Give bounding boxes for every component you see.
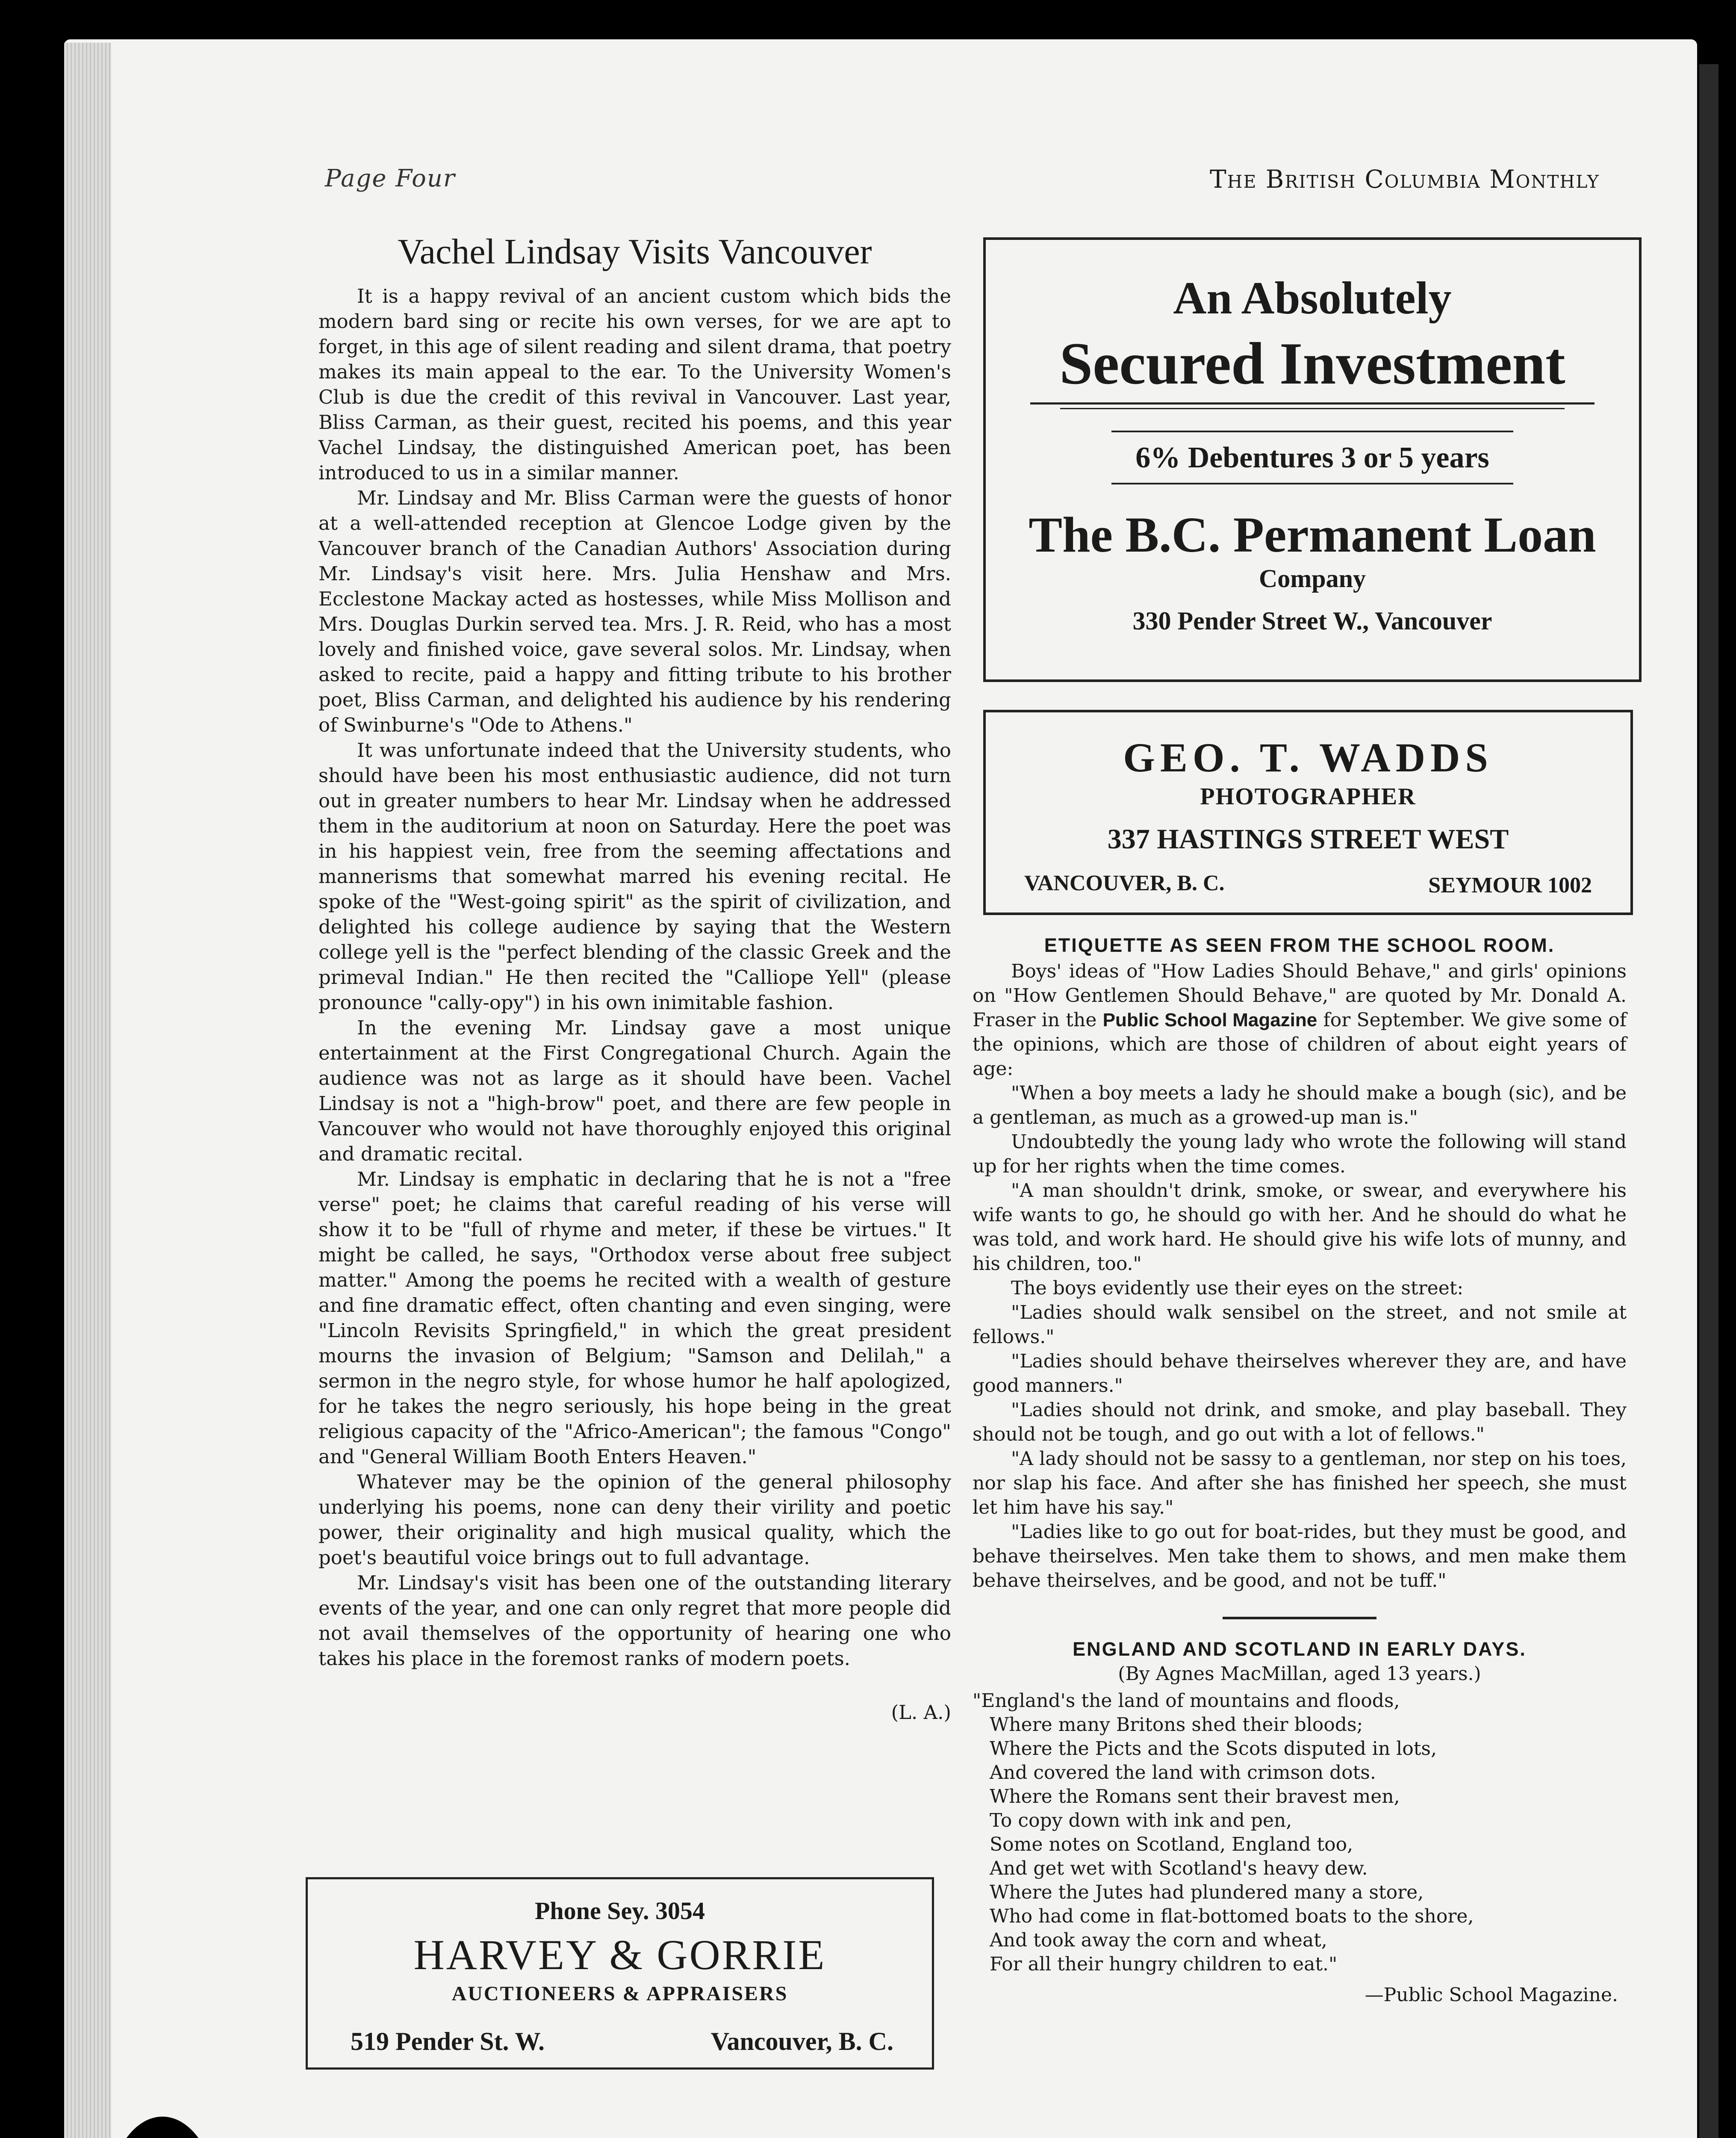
poem-line: "England's the land of mountains and floods, [973,1690,1400,1712]
divider [1111,483,1513,484]
ad-address: 330 Pender Street W., Vancouver [1132,607,1492,635]
article-paragraph: Whatever may be the opinion of the general philosophy underlying his poems, none can deny their virility and poetic power, their originality and high musical quality, which the poet's beautiful voice brings out to full advantage. [318,1471,951,1569]
magazine-name: Public School Magazine [1102,1010,1317,1031]
ad-city: Vancouver, B. C. [710,2027,893,2055]
ad-company-name: The B.C. Permanent Loan [1029,507,1596,563]
article-paragraph: Mr. Lindsay and Mr. Bliss Carman were the guests of honor at a well-attended reception at Glencoe Lodge given by the Vancouver branch of the Canadian Authors' Association during Mr. Lindsay's visit here. Mrs. Julia Henshaw and Mrs. Ecclestone Mackay acted as hostesses, while Miss Mollison and Mrs. Douglas Durkin served tea. Mrs. J. R. Reid, who has a most lovely and finished voice, gave several solos. Mr. Lindsay, when asked to recite, paid a happy and fitting tribute to his brother poet, Bliss Carman, and delighted his audience by his rendering of Swinburne's "Ode to Athens." [318,487,951,736]
poem-line: Where the Jutes had plundered many a store, [990,1881,1424,1903]
poem-line: And get wet with Scotland's heavy dew. [990,1857,1368,1879]
poem-line: Where many Britons shed their bloods; [990,1714,1363,1736]
etiquette-intro [973,959,1627,1081]
harvey-gorrie-ad [306,1877,934,2070]
ad-phone: Phone Sey. 3054 [535,1897,705,1925]
ad-headline-main: Secured Investment [1059,331,1565,397]
poem-source: —Public School Magazine. [1365,1984,1618,2006]
etiquette-quote: "Ladies should not drink, and smoke, and play baseball. They should not be tough, and go out with a lot of fellows." [973,1399,1627,1445]
article-column [318,231,951,1724]
ad-company-suffix: Company [1259,564,1366,593]
etiquette-quote: "Ladies like to go out for boat-rides, but they must be good, and behave theirselves. Men take them to shows, and men make them behave theirselves, and be good, and not be tuff." [973,1521,1627,1592]
right-column [973,934,1627,2006]
ad-headline: An Absolutely [1173,273,1452,324]
poem [973,1689,1627,1976]
poem-line: To copy down with ink and pen, [990,1810,1292,1831]
poem-line: And took away the corn and wheat, [990,1929,1327,1951]
ad-phone: SEYMOUR 1002 [1428,873,1592,898]
ad-business-name: HARVEY & GORRIE [413,1931,826,1979]
article-title: Vachel Lindsay Visits Vancouver [398,232,872,272]
ad-address: 519 Pender St. W. [351,2027,545,2055]
poem-line: And covered the land with crimson dots. [990,1762,1376,1784]
page-edges [64,43,111,2138]
poem-line: Who had come in flat-bottomed boats to the shore, [990,1905,1474,1927]
poem-byline: (By Agnes MacMillan, aged 13 years.) [1118,1663,1481,1685]
article-paragraph: It is a happy revival of an ancient custom which bids the modern bard sing or recite his own verses, for we are apt to forget, in this age of silent reading and silent drama, that poetry makes its main appeal to the ear. To the University Women's Club is due the credit of this revival in Vancouver. Last year, Bliss Carman, as their guest, recited his poems, and this year Vachel Lindsay, the distinguished American poet, has been introduced to us in a similar manner. [318,285,951,484]
article-paragraph: In the evening Mr. Lindsay gave a most unique entertainment at the First Congregational Church. Again the audience was not as large as it should have been. Vachel Lindsay is not a "high-brow" poet, and there are few people in Vancouver who would not have thoroughly enjoyed this original and dramatic recital. [318,1016,951,1165]
divider [1060,408,1565,409]
divider [1030,402,1595,405]
etiquette-quote: Undoubtedly the young lady who wrote the following will stand up for her rights when the time comes. [973,1131,1627,1177]
etiquette-quote: "A lady should not be sassy to a gentleman, nor step on his toes, nor slap his face. And after she has finished her speech, she must let him have his say." [973,1448,1627,1518]
article-signature: (L. A.) [891,1701,951,1724]
poem-line: For all their hungry children to eat." [990,1953,1338,1975]
etiquette-quote: "Ladies should behave theirselves wherever they are, and have good manners." [973,1350,1627,1397]
section-heading: ETIQUETTE AS SEEN FROM THE SCHOOL ROOM. [1044,934,1555,956]
poem-line: Where the Romans sent their bravest men, [990,1786,1400,1807]
ad-offer: 6% Debentures 3 or 5 years [1135,441,1489,474]
wadds-photographer-ad [983,710,1633,915]
intro-text: Boys' ideas of "How Ladies Should Behave," and girls' opinions on "How Gentlemen Should Behave," are quoted by Mr. Donald A. Fraser in the [973,960,1627,1031]
divider [1111,431,1513,432]
poem-heading: ENGLAND AND SCOTLAND IN EARLY DAYS. [1073,1638,1527,1660]
bc-permanent-loan-ad [983,237,1642,682]
intro-text: for September. We give some of the opinions, which are those of children of about eight years of age: [973,1009,1627,1080]
poem-line: Some notes on Scotland, England too, [990,1834,1353,1855]
ad-address: 337 HASTINGS STREET WEST [1107,824,1509,855]
article-paragraph: Mr. Lindsay is emphatic in declaring that he is not a "free verse" poet; he claims that careful reading of his verse will show it to be "full of rhyme and meter, if these be virtues." It might be called, he says, "Orthodox verse about free subject matter." Among the poems he recited with a wealth of gesture and fine dramatic effect, often chanting and even singing, were "Lincoln Revisits Springfield," in which the great president mourns the invasion of Belgium; "Samson and Delilah," a sermon in the negro style, for whose humor he half apologized, for he takes the negro seriously, his hope being in the great religious capacity of the "Africo-American"; the famous "Congo" and "General William Booth Enters Heaven." [318,1168,951,1468]
ad-trade: PHOTOGRAPHER [1200,783,1416,810]
ad-business-name: GEO. T. WADDS [1123,735,1493,780]
ad-city: VANCOUVER, B. C. [1024,871,1225,895]
poem-line: Where the Picts and the Scots disputed in lots, [990,1738,1437,1760]
section-divider [1223,1617,1376,1619]
binding-shadow [1699,64,1718,2138]
journal-name: The British Columbia Monthly [1210,165,1600,194]
etiquette-quote: "When a boy meets a lady he should make a bough (sic), and be a gentleman, as much as a growed-up man is." [973,1082,1627,1128]
article-paragraph: It was unfortunate indeed that the University students, who should have been his most enthusiastic audience, did not turn out in greater numbers to hear Mr. Lindsay when he addressed them in the auditorium at noon on Saturday. Here the poet was in his happiest vein, free from the seeming affectations and mannerisms that somewhat marred his evening recital. He spoke of the "West-going spirit" as the spirit of civilization, and delighted his college audience by saying that the Western college yell is the "perfect blending of the classic Greek and the primeval Indian." He then recited the "Calliope Yell" (please pronounce "cally-opy") in his own inimitable fashion. [318,739,951,1014]
article-paragraph: Mr. Lindsay's visit has been one of the outstanding literary events of the year, and one can only regret that more people did not avail themselves of the opportunity of hearing one who takes his place in the foremost ranks of modern poets. [318,1571,951,1670]
etiquette-quote: "A man shouldn't drink, smoke, or swear, and everywhere his wife wants to go, he should go with her. And he should do what he was told, and work hard. He should give his wife lots of munny, and his children, too." [973,1180,1627,1275]
ad-trade: AUCTIONEERS & APPRAISERS [451,1982,788,2005]
etiquette-quote: "Ladies should walk sensibel on the street, and not smile at fellows." [973,1302,1627,1348]
page-label: Page Four [325,165,456,192]
etiquette-quote: The boys evidently use their eyes on the street: [1011,1277,1464,1299]
